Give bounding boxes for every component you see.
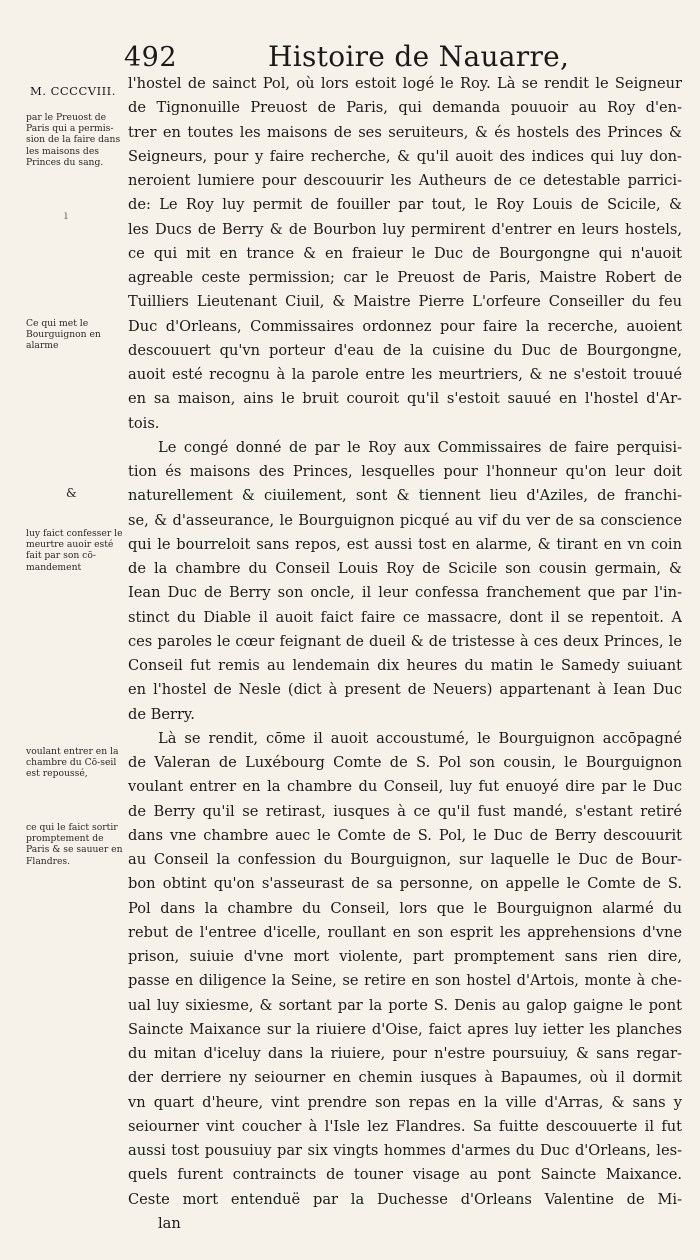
text-line: der derriere ny seiourner en chemin iusques à Bapaumes, où il dormit <box>128 1069 682 1087</box>
margin-year: M. CCCCVIII. <box>30 84 116 98</box>
text-line: de: Le Roy luy permit de fouiller par tout, le Roy Louis de Scicile, & <box>128 196 682 214</box>
text-line: voulant entrer en la chambre du Conseil, luy fut enuoyé dire par le Duc <box>128 778 682 796</box>
text-line: ual luy sixiesme, & sortant par la porte S. Denis au galop gaigne le pont <box>128 996 682 1014</box>
text-line: au Conseil la confession du Bourguignon, sur laquelle le Duc de Bour- <box>128 851 682 868</box>
text-line: Tuilliers Lieutenant Ciuil, & Maistre Pierre L'orfeure Conseiller du feu <box>128 293 682 311</box>
text-line: du mitan d'iceluy dans la riuiere, pour n'estre poursuiuy, & sans regar- <box>128 1045 682 1062</box>
margin-note-ampersand: & <box>66 486 77 500</box>
paragraph-start: lan <box>158 1214 181 1232</box>
text-line: Pol dans la chambre du Conseil, lors que le Bourguignon alarmé du <box>128 899 682 917</box>
text-line: prison, suiuie d'vne mort violente, part promptement sans rien dire, <box>128 948 682 965</box>
text-line: trer en toutes les maisons de ses seruiteurs, & és hostels des Princes & <box>128 123 682 141</box>
body-text <box>128 72 682 1260</box>
text-line: en l'hostel de Nesle (dict à present de Neuers) appartenant à Iean Duc <box>128 681 682 699</box>
text-line: l'hostel de sainct Pol, où lors estoit logé le Roy. Là se rendit le Seigneur <box>128 75 682 92</box>
text-line: bon obtint qu'on s'asseurast de sa personne, on appelle le Comte de S. <box>128 875 682 893</box>
text-line: Ceste mort entenduë par la Duchesse d'Orleans Valentine de Mi- <box>128 1190 682 1208</box>
text-line: qui le bourreloit sans repos, est aussi tost en alarme, & tirant en vn coin <box>128 535 682 553</box>
margin-note-confesser: luy faict confesser le meurtre auoir esté fait par son cō-mandement <box>26 528 123 573</box>
text-line <box>128 1236 682 1260</box>
paragraph-start: Le congé donné de par le Roy aux Commissaires de faire perquisi- <box>158 438 682 456</box>
margin-note-preuost: par le Preuost de Paris qui a permis-sion de la faire dans les maisons des Princes du sang. <box>26 112 121 168</box>
page-number: 492 <box>124 42 178 73</box>
text-line: passe en diligence la Seine, se retire en son hostel d'Artois, monte à che- <box>128 972 682 990</box>
text-line: descouuert qu'vn porteur d'eau de la cuisine du Duc de Bourgongne, <box>128 341 682 359</box>
text-line: en sa maison, ains le bruit couroit qu'il s'estoit sauué en l'hostel d'Ar- <box>128 390 682 408</box>
text-line: vn quart d'heure, vint prendre son repas en la ville d'Arras, & sans y <box>128 1093 682 1111</box>
text-line: naturellement & ciuilement, sont & tiennent lieu d'Aziles, de franchi- <box>128 487 682 505</box>
text-line: tois. <box>128 414 160 432</box>
margin-note-alarme: Ce qui met le Bourguignon en alarme <box>26 318 101 352</box>
text-line: seiourner vint coucher à l'Isle lez Flandres. Sa fuitte descouuerte il fut <box>128 1117 682 1135</box>
text-line: agreable ceste permission; car le Preuost de Paris, Maistre Robert de <box>128 269 682 286</box>
text-line: quels furent contraincts de touner visage au pont Saincte Maixance. <box>128 1166 682 1184</box>
text-line: stinct du Diable il auoit faict faire ce massacre, dont il se repentoit. A <box>128 608 682 626</box>
text-line: dans vne chambre auec le Comte de S. Pol, le Duc de Berry descouurit <box>128 826 682 844</box>
text-line: neroient lumiere pour descouurir les Autheurs de ce detestable parrici- <box>128 172 682 189</box>
margin-mark: ı <box>64 208 68 222</box>
text-line: Duc d'Orleans, Commissaires ordonnez pour faire la recerche, auoient <box>128 317 682 335</box>
text-line: ce qui mit en trance & en fraieur le Duc de Bourgongne qui n'auoit <box>128 244 682 262</box>
text-line: auoit esté recognu à la parole entre les meurtriers, & ne s'estoit trouué <box>128 366 682 383</box>
text-line: ces paroles le cœur feignant de dueil & de tristesse à ces deux Princes, le <box>128 632 682 650</box>
margin-note-repousse: voulant entrer en la chambre du Cō-seil est repoussé, <box>26 746 119 780</box>
text-line: Seigneurs, pour y faire recherche, & qu'il auoit des indices qui luy don- <box>128 147 682 165</box>
text-line: rebut de l'entree d'icelle, roullant en son esprit les apprehensions d'vne <box>128 923 682 941</box>
text-line: de Berry qu'il se retirast, iusques à ce qu'il fust mandé, s'estant retiré <box>128 802 682 820</box>
text-line: de la chambre du Conseil Louis Roy de Scicile son cousin germain, & <box>128 560 682 577</box>
text-line: se, & d'asseurance, le Bourguignon picqué au vif du ver de sa conscience <box>128 511 682 529</box>
text-line: Conseil fut remis au lendemain dix heures du matin le Samedy suiuant <box>128 657 682 674</box>
text-line: Iean Duc de Berry son oncle, il leur confessa franchement que par l'in- <box>128 584 682 602</box>
paragraph-start: Là se rendit, cōme il auoit accoustumé, le Bourguignon accōpagné <box>158 729 682 747</box>
text-line: de Tignonuille Preuost de Paris, qui demanda pouuoir au Roy d'en- <box>128 99 682 117</box>
text-line: tion és maisons des Princes, lesquelles pour l'honneur qu'on leur doit <box>128 463 682 480</box>
text-line: de Valeran de Luxébourg Comte de S. Pol son cousin, le Bourguignon <box>128 754 682 771</box>
running-title: Histoire de Nauarre, <box>268 40 570 73</box>
text-line: de Berry. <box>128 705 195 723</box>
text-line: les Ducs de Berry & de Bourbon luy permirent d'entrer en leurs hostels, <box>128 220 682 238</box>
text-line: Saincte Maixance sur la riuiere d'Oise, faict apres luy ietter les planches <box>128 1020 682 1038</box>
margin-note-fuite: ce qui le faict sortir promptement de Paris & se sauuer en Flandres. <box>26 822 123 867</box>
text-line: aussi tost pousuiuy par six vingts hommes d'armes du Duc d'Orleans, les- <box>128 1142 682 1159</box>
